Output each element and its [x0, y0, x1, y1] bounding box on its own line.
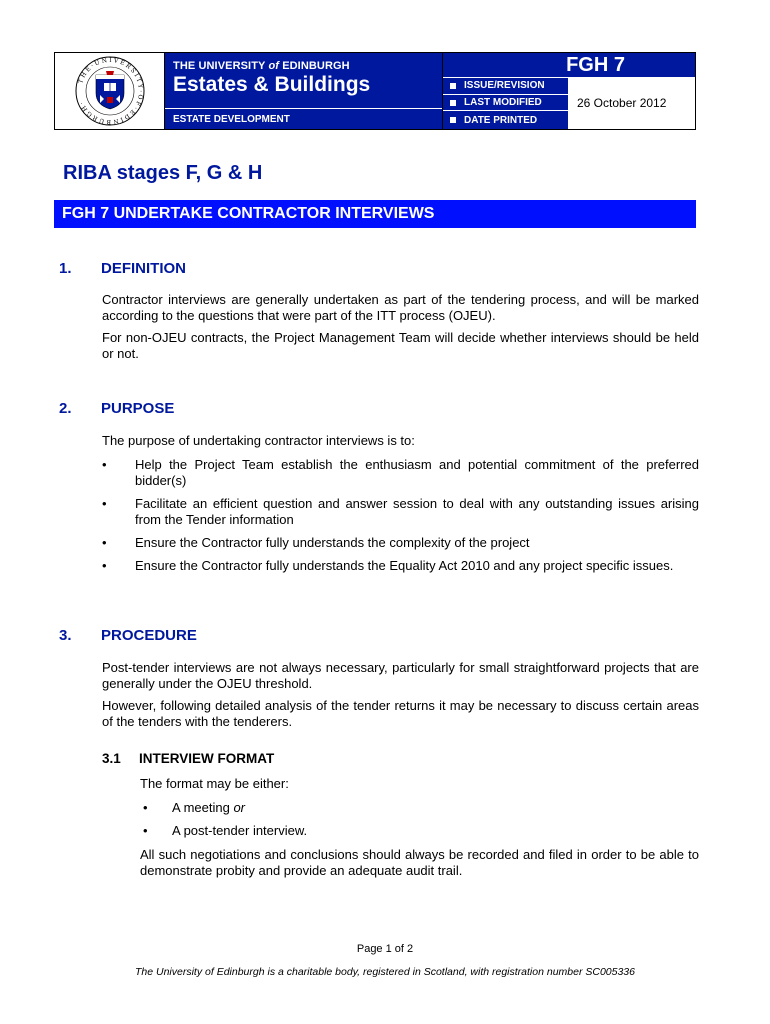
- square-bullet-icon: [450, 83, 456, 89]
- department-name: Estates & Buildings: [173, 73, 371, 96]
- university-crest-logo: [55, 53, 165, 129]
- purpose-intro: The purpose of undertaking contractor interviews is to:: [102, 433, 415, 448]
- interview-format-closing: All such negotiations and conclusions should always be recorded and filed in order to be able to demonstrate probity and provide an adequate audit trail.: [140, 847, 699, 878]
- crest-icon: [64, 55, 156, 127]
- section-title-banner: FGH 7 UNDERTAKE CONTRACTOR INTERVIEWS: [54, 200, 696, 228]
- square-bullet-icon: [450, 117, 456, 123]
- page-number: Page 1 of 2: [356, 943, 414, 955]
- definition-paragraph-1: Contractor interviews are generally undertaken as part of the tendering process, and will be marked according to the questions that were part of the ITT process (OJEU).: [102, 292, 699, 323]
- list-item: • Help the Project Team establish the enthusiasm and potential commitment of the preferred bidder(s): [102, 457, 699, 488]
- issue-revision-value: [569, 78, 695, 94]
- header-meta-cell: [443, 53, 695, 129]
- list-item: • Facilitate an efficient question and answer session to deal with any outstanding issues arising from the Tender information: [102, 496, 699, 527]
- list-item: • Ensure the Contractor fully understands the Equality Act 2010 and any project specific issues.: [102, 558, 674, 573]
- document-header: [54, 52, 696, 130]
- meta-issue-revision: ISSUE/REVISION: [443, 77, 695, 94]
- list-item: • A meeting or: [143, 800, 245, 815]
- meta-last-modified: LAST MODIFIED 26 October 2012: [443, 94, 695, 111]
- university-name: THE UNIVERSITY of EDINBURGH: [173, 60, 350, 72]
- header-title-cell: [165, 53, 443, 129]
- document-code: FGH 7: [566, 53, 625, 76]
- procedure-paragraph-1: Post-tender interviews are not always necessary, particularly for small straightforward projects that are generally under the OJEU threshold.: [102, 660, 699, 691]
- date-printed-value: [569, 111, 695, 129]
- interview-format-intro: The format may be either:: [140, 776, 289, 791]
- last-modified-value: 26 October 2012: [569, 95, 695, 111]
- procedure-paragraph-2: However, following detailed analysis of the tender returns it may be necessary to discuss certain areas of the tenders with the tenderers.: [102, 698, 699, 729]
- charity-footnote: The University of Edinburgh is a charitable body, registered in Scotland, with registration number SC005336: [135, 966, 635, 978]
- meta-date-printed: DATE PRINTED: [443, 110, 695, 129]
- svg-text:T H E · U N I V E R S I T Y ·: T H E · U N I V E R S I T Y · O F · E D I N B U R G H ·: [76, 56, 144, 126]
- sub-department: ESTATE DEVELOPMENT: [173, 114, 290, 125]
- list-item: • A post-tender interview.: [143, 823, 308, 838]
- definition-paragraph-2: For non-OJEU contracts, the Project Management Team will decide whether interviews should be held or not.: [102, 330, 699, 361]
- list-item: • Ensure the Contractor fully understands the complexity of the project: [102, 535, 530, 550]
- stage-title: RIBA stages F, G & H: [63, 162, 263, 184]
- square-bullet-icon: [450, 100, 456, 106]
